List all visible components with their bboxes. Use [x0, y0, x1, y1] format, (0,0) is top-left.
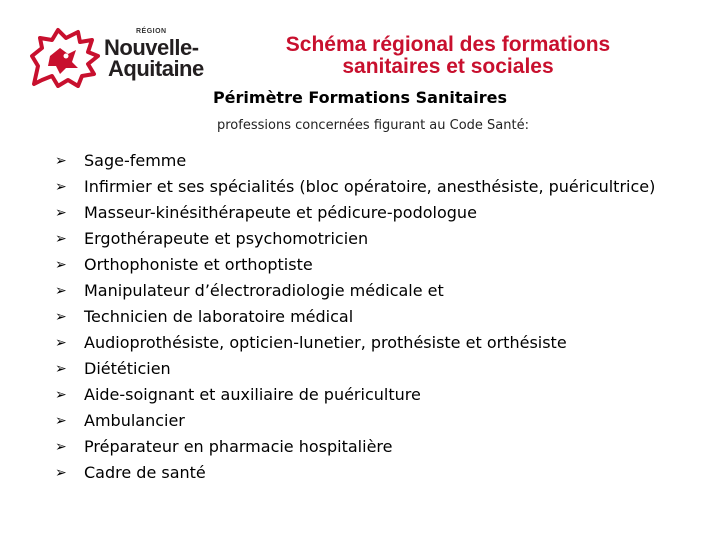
list-item-label: Ergothérapeute et psychomotricien [84, 229, 369, 248]
list-item [55, 148, 685, 174]
logo-name-line2: Aquitaine [108, 56, 204, 81]
arrow-bullet-icon: ➢ [55, 205, 67, 221]
arrow-bullet-icon: ➢ [55, 361, 67, 377]
page-title-line1: Schéma régional des formations [285, 33, 611, 56]
arrow-bullet-icon: ➢ [55, 387, 67, 403]
list-item-label: Sage-femme [84, 151, 187, 170]
list-item [55, 460, 685, 486]
list-item-label: Diététicien [84, 359, 171, 378]
list-item [55, 382, 685, 408]
logo-name-line1: Nouvelle- [104, 35, 199, 60]
list-item-label: Ambulancier [84, 411, 185, 430]
list-item-label: Préparateur en pharmacie hospitalière [84, 437, 393, 456]
arrow-bullet-icon: ➢ [55, 309, 67, 325]
arrow-bullet-icon: ➢ [55, 283, 67, 299]
list-item-label: Cadre de santé [84, 463, 206, 482]
arrow-bullet-icon: ➢ [55, 413, 67, 429]
list-item-label: Audioprothésiste, opticien-lunetier, prothésiste et orthésiste [84, 333, 567, 352]
list-item-label: Orthophoniste et orthoptiste [84, 255, 313, 274]
arrow-bullet-icon: ➢ [55, 465, 67, 481]
arrow-bullet-icon: ➢ [55, 179, 67, 195]
list-item-label: Aide-soignant et auxiliaire de puériculture [84, 385, 421, 404]
list-item [55, 434, 685, 460]
list-item-label: Manipulateur d’électroradiologie médicale et [84, 281, 444, 300]
page-title-line2: sanitaires et sociales [342, 55, 554, 78]
list-item-label: Infirmier et ses spécialités (bloc opératoire, anesthésiste, puéricultrice) [84, 177, 656, 196]
section-subtitle: Périmètre Formations Sanitaires [212, 88, 508, 107]
list-item [55, 252, 685, 278]
arrow-bullet-icon: ➢ [55, 231, 67, 247]
arrow-bullet-icon: ➢ [55, 153, 67, 169]
list-item [55, 356, 685, 382]
arrow-bullet-icon: ➢ [55, 257, 67, 273]
list-item-label: Masseur-kinésithérapeute et pédicure-podologue [84, 203, 477, 222]
region-logo [28, 20, 208, 90]
intro-text: professions concernées figurant au Code Santé: [217, 118, 529, 133]
list-item [55, 174, 685, 200]
lion-emblem-icon [28, 26, 102, 88]
list-item [55, 408, 685, 434]
list-item [55, 226, 685, 252]
profession-list [55, 148, 685, 486]
list-item [55, 278, 685, 304]
list-item [55, 330, 685, 356]
logo-region-label: RÉGION [136, 28, 167, 35]
list-item [55, 304, 685, 330]
list-item [55, 200, 685, 226]
page-title [220, 34, 676, 78]
list-item-label: Technicien de laboratoire médical [84, 307, 354, 326]
arrow-bullet-icon: ➢ [55, 335, 67, 351]
arrow-bullet-icon: ➢ [55, 439, 67, 455]
